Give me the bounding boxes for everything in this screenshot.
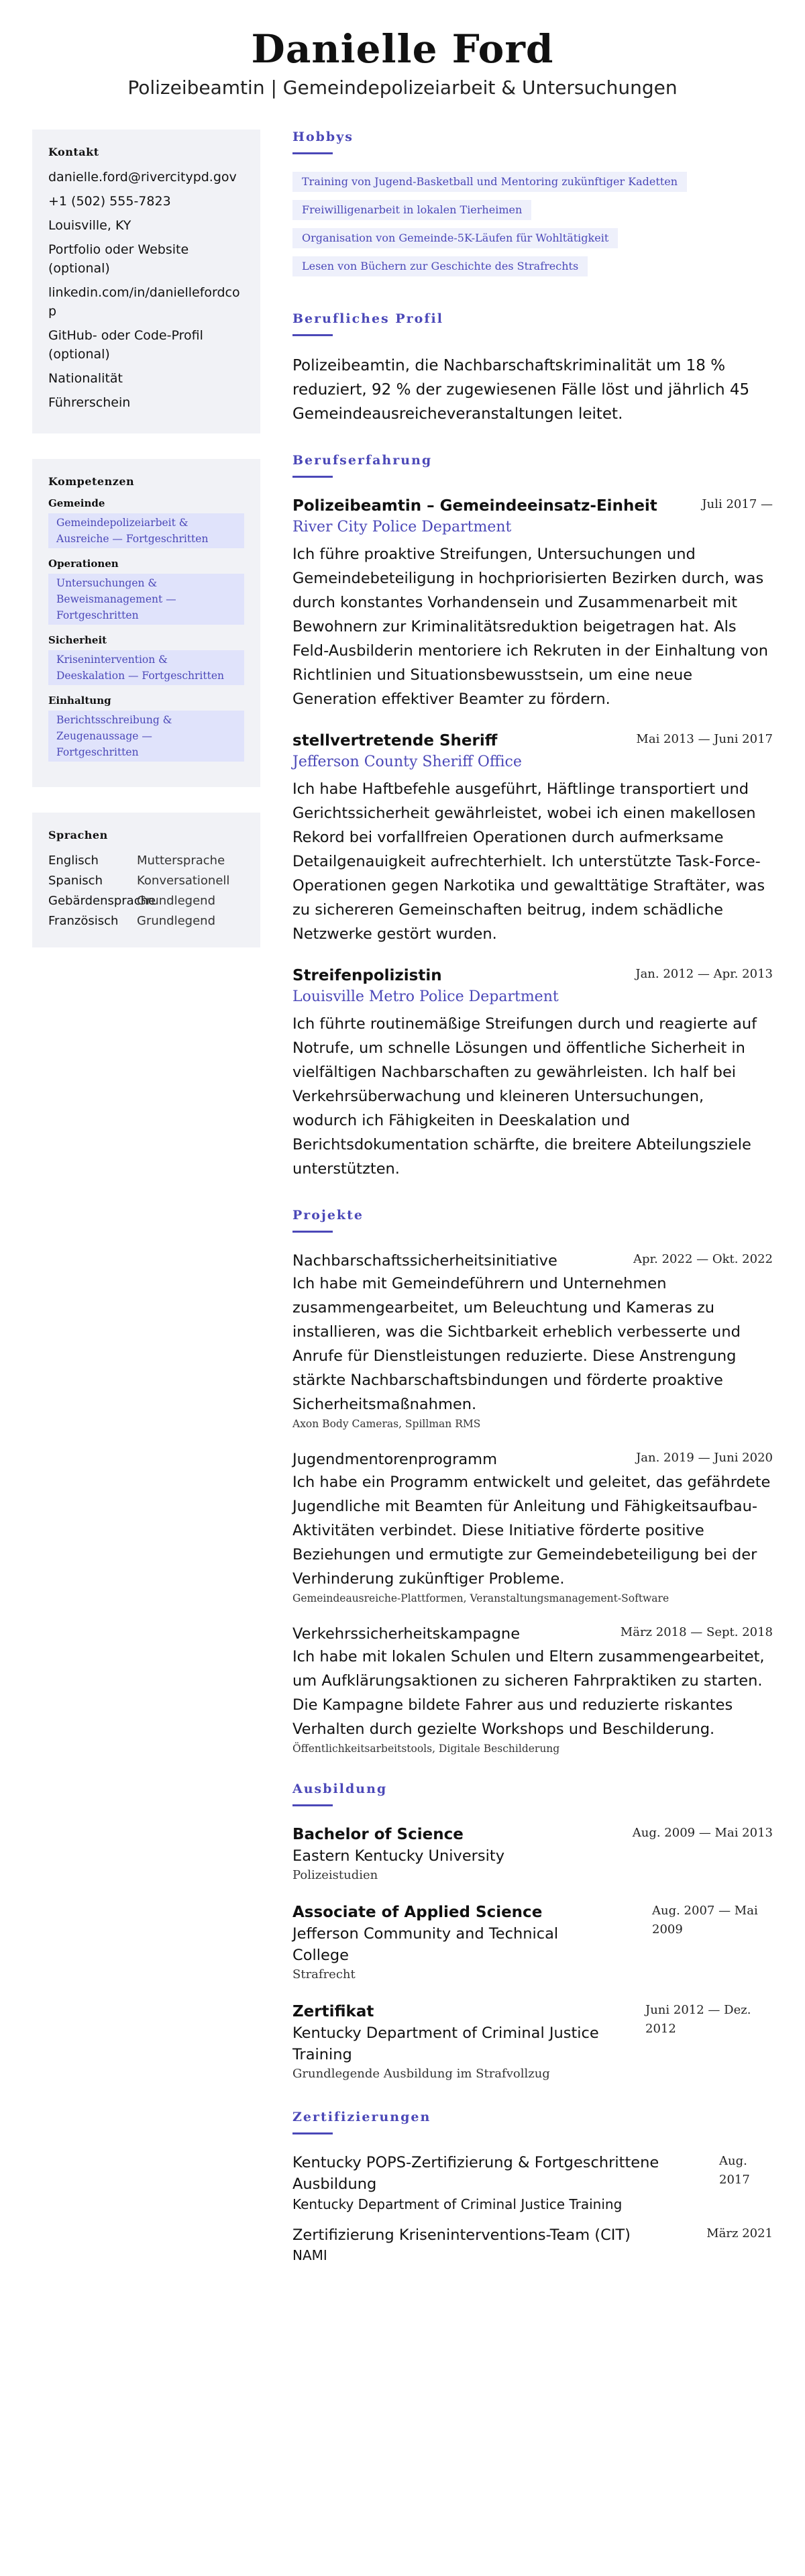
language-name: Spanisch bbox=[48, 873, 103, 888]
job-date: Mai 2013 — Juni 2017 bbox=[636, 731, 773, 746]
certification-entry bbox=[292, 2152, 773, 2214]
section-title: Projekte bbox=[292, 1207, 364, 1223]
hobby-tag: Freiwilligenarbeit in lokalen Tierheimen bbox=[292, 200, 531, 220]
language-name: Englisch bbox=[48, 853, 99, 868]
certification-issuer: NAMI bbox=[292, 2247, 327, 2263]
job-date: Jan. 2012 — Apr. 2013 bbox=[635, 966, 773, 981]
language-level: Muttersprache bbox=[137, 853, 225, 868]
certification-issuer: Kentucky Department of Criminal Justice Training bbox=[292, 2196, 623, 2212]
project-tech: Gemeindeausreiche-Plattformen, Veranstaltungsmanagement-Software bbox=[292, 1592, 669, 1604]
degree-title: Associate of Applied Science bbox=[292, 1903, 543, 1921]
contact-email[interactable]: danielle.ford@rivercitypd.gov bbox=[48, 169, 237, 185]
experience-section bbox=[292, 453, 773, 1181]
resume-header bbox=[0, 0, 805, 99]
section-rule bbox=[292, 334, 333, 336]
languages-title: Sprachen bbox=[48, 828, 108, 841]
education-date: Aug. 2009 — Mai 2013 bbox=[632, 1825, 773, 1840]
skill-chip: Krisenintervention & Deeskalation — Fortgeschritten bbox=[48, 650, 244, 685]
job-desc: Ich führe proaktive Streifungen, Untersuchungen und Gemeindebeteiligung in hochpriorisierten Bezirken durch, was durch konstantes Vorhandensein und Zusammenarbeit mit Bewohnern zur Kriminalitätsreduktion beigetragen hat. Als Feld-Ausbilderin mentoriere ich Rekruten in der Einhaltung von Richtlinien und Situationsbewusstsein, um eine neue Generation effektiver Beamter zu fördern. bbox=[292, 545, 769, 708]
skill-chip: Untersuchungen & Beweismanagement — Fortgeschritten bbox=[48, 574, 244, 625]
sidebar bbox=[32, 130, 260, 2291]
project-title: Verkehrssicherheitskampagne bbox=[292, 1625, 521, 1643]
certification-entry bbox=[292, 2224, 773, 2265]
project-title: Nachbarschaftssicherheitsinitiative bbox=[292, 1251, 557, 1270]
hobby-tag: Organisation von Gemeinde-5K-Läufen für Wohltätigkeit bbox=[292, 228, 618, 248]
job-title: stellvertretende Sheriff bbox=[292, 731, 498, 750]
skill-chip: Berichtsschreibung & Zeugenaussage — Fortgeschritten bbox=[48, 711, 244, 762]
hobby-tag: Lesen von Büchern zur Geschichte des Strafrechts bbox=[292, 256, 588, 276]
contact-license: Führerschein bbox=[48, 395, 131, 410]
job-org: Jefferson County Sheriff Office bbox=[292, 753, 522, 770]
hobbies-section bbox=[292, 130, 773, 285]
project-tech: Öffentlichkeitsarbeitstools, Digitale Beschilderung bbox=[292, 1742, 560, 1755]
job-title: Streifenpolizistin bbox=[292, 966, 442, 984]
job-org: River City Police Department bbox=[292, 518, 512, 535]
skill-group-title: Sicherheit bbox=[48, 633, 107, 646]
contact-github: GitHub- oder Code-Profil (optional) bbox=[48, 327, 203, 362]
section-title: Berufliches Profil bbox=[292, 311, 443, 326]
skills-title: Kompetenzen bbox=[48, 474, 135, 488]
job-org: Louisville Metro Police Department bbox=[292, 988, 559, 1005]
project-entry bbox=[292, 1250, 773, 1430]
degree-title: Zertifikat bbox=[292, 2002, 374, 2020]
education-field: Strafrecht bbox=[292, 1967, 356, 1981]
contact-nationality: Nationalität bbox=[48, 370, 123, 386]
project-desc: Ich habe ein Programm entwickelt und geleitet, das gefährdete Jugendliche mit Beamten für Anleitung und Fähigkeitsaufbau-Aktivitäten verbindet. Diese Initiative förderte positive Beziehungen und ermutigte zur Gemeindebeteiligung bei der Verhinderung zukünftiger Probleme. bbox=[292, 1473, 771, 1588]
language-level: Grundlegend bbox=[137, 893, 215, 908]
education-field: Grundlegende Ausbildung im Strafvollzug bbox=[292, 2066, 550, 2081]
contact-card bbox=[32, 130, 260, 433]
language-row bbox=[48, 851, 244, 871]
project-entry bbox=[292, 1449, 773, 1604]
section-title: Ausbildung bbox=[292, 1781, 388, 1796]
education-section bbox=[292, 1782, 773, 2083]
language-name: Gebärdensprache bbox=[48, 893, 156, 908]
job-desc: Ich habe Haftbefehle ausgeführt, Häftlinge transportiert und Gerichtssicherheit gewährleistet, wobei ich einen makellosen Rekord bei vorfallfreien Operationen durch aufmerksame Detailgenauigkeit aufrechterhielt. Ich unterstützte Task-Force-Operationen gegen Narkotika und gewalttätige Straftäter, was zu sichereren Gemeinschaften beitrug, indem schädliche Netzwerke gestört wurden. bbox=[292, 780, 765, 943]
degree-title: Bachelor of Science bbox=[292, 1825, 464, 1843]
contact-phone[interactable]: +1 (502) 555-7823 bbox=[48, 193, 171, 209]
section-title: Hobbys bbox=[292, 129, 354, 144]
profile-section bbox=[292, 311, 773, 426]
job-title: Polizeibeamtin – Gemeindeeinsatz-Einheit bbox=[292, 497, 657, 515]
section-rule bbox=[292, 1231, 333, 1233]
education-date: Aug. 2007 — Mai 2009 bbox=[652, 1903, 758, 1937]
education-institution: Eastern Kentucky University bbox=[292, 1847, 505, 1865]
project-date: Jan. 2019 — Juni 2020 bbox=[636, 1450, 773, 1465]
education-entry bbox=[292, 2001, 773, 2083]
section-rule bbox=[292, 152, 333, 154]
languages-card bbox=[32, 813, 260, 947]
education-field: Polizeistudien bbox=[292, 1867, 378, 1882]
education-entry bbox=[292, 1824, 773, 1884]
job-entry bbox=[292, 495, 773, 711]
language-name: Französisch bbox=[48, 913, 119, 928]
language-row bbox=[48, 911, 244, 931]
contact-linkedin[interactable]: linkedin.com/in/daniellefordcop bbox=[48, 285, 240, 319]
candidate-subtitle: Polizeibeamtin | Gemeindepolizeiarbeit & Untersuchungen bbox=[127, 76, 678, 99]
main-content bbox=[292, 130, 773, 2291]
section-rule bbox=[292, 476, 333, 478]
projects-section bbox=[292, 1208, 773, 1755]
project-entry bbox=[292, 1623, 773, 1755]
education-institution: Kentucky Department of Criminal Justice Training bbox=[292, 2024, 599, 2063]
language-row bbox=[48, 891, 244, 911]
section-title: Berufserfahrung bbox=[292, 452, 433, 468]
certifications-section bbox=[292, 2110, 773, 2265]
contact-location: Louisville, KY bbox=[48, 217, 131, 233]
skill-group-title: Operationen bbox=[48, 557, 119, 570]
education-date: Juni 2012 — Dez. 2012 bbox=[645, 2002, 751, 2036]
certification-name: Zertifizierung Kriseninterventions-Team (CIT) bbox=[292, 2226, 631, 2244]
project-tech: Axon Body Cameras, Spillman RMS bbox=[292, 1417, 481, 1430]
hobby-tag: Training von Jugend-Basketball und Mentoring zukünftiger Kadetten bbox=[292, 172, 687, 192]
education-entry bbox=[292, 1902, 773, 1983]
skill-chip: Gemeindepolizeiarbeit & Ausreiche — Fortgeschritten bbox=[48, 513, 244, 548]
contact-portfolio: Portfolio oder Website (optional) bbox=[48, 242, 189, 276]
certification-date: März 2021 bbox=[706, 2226, 773, 2240]
certification-date: Aug. 2017 bbox=[719, 2153, 750, 2187]
candidate-name: Danielle Ford bbox=[251, 26, 554, 72]
profile-text: Polizeibeamtin, die Nachbarschaftskriminalität um 18 % reduziert, 92 % der zugewiesenen Fälle löst und jährlich 45 Gemeindeausreicheveranstaltungen leitet. bbox=[292, 356, 750, 423]
education-institution: Jefferson Community and Technical College bbox=[292, 1924, 559, 1964]
job-desc: Ich führte routinemäßige Streifungen durch und reagierte auf Notrufe, um schnelle Lösungen und öffentliche Sicherheit in vielfältigen Nachbarschaften zu gewährleisten. Ich half bei Verkehrsüberwachung und kleineren Untersuchungen, wodurch ich Fähigkeiten in Deeskalation und Berichtsdokumentation schärfte, die breitere Abteilungsziele unterstützten. bbox=[292, 1015, 757, 1178]
project-date: Apr. 2022 — Okt. 2022 bbox=[633, 1251, 773, 1266]
language-row bbox=[48, 871, 244, 891]
project-date: März 2018 — Sept. 2018 bbox=[620, 1625, 773, 1639]
certification-name: Kentucky POPS-Zertifizierung & Fortgeschrittene Ausbildung bbox=[292, 2153, 659, 2193]
section-rule bbox=[292, 2132, 333, 2134]
skill-group-title: Einhaltung bbox=[48, 694, 111, 707]
skill-group-title: Gemeinde bbox=[48, 497, 105, 509]
project-desc: Ich habe mit lokalen Schulen und Eltern zusammengearbeitet, um Aufklärungsaktionen zu sicheren Fahrpraktiken zu starten. Die Kampagne bildete Fahrer aus und reduzierte riskantes Verhalten durch gezielte Workshops und Beschilderung. bbox=[292, 1647, 765, 1738]
job-entry bbox=[292, 730, 773, 946]
language-level: Grundlegend bbox=[137, 913, 215, 928]
language-level: Konversationell bbox=[137, 873, 230, 888]
job-date: Juli 2017 — bbox=[702, 497, 773, 511]
job-entry bbox=[292, 965, 773, 1181]
contact-title: Kontakt bbox=[48, 145, 99, 158]
project-title: Jugendmentorenprogramm bbox=[292, 1450, 497, 1468]
section-title: Zertifizierungen bbox=[292, 2109, 431, 2124]
section-rule bbox=[292, 1804, 333, 1806]
project-desc: Ich habe mit Gemeindeführern und Unternehmen zusammengearbeitet, um Beleuchtung und Kameras zu installieren, was die Sichtbarkeit erheblich verbesserte und Anrufe für Dienstleistungen reduzierte. Diese Anstrengung stärkte Nachbarschaftsbindungen und förderte proaktive Sicherheitsmaßnahmen. bbox=[292, 1274, 741, 1413]
skills-card bbox=[32, 459, 260, 787]
